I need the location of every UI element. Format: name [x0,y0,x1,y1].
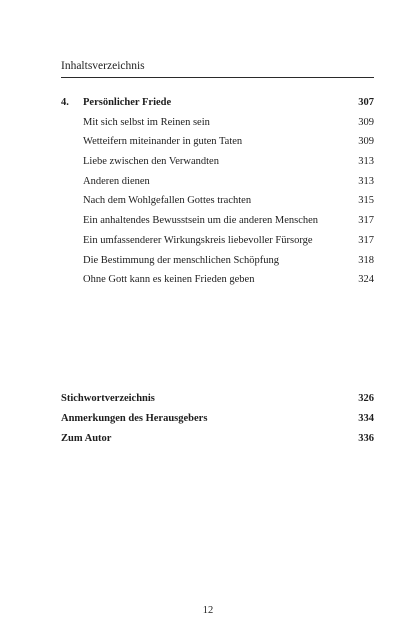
back-matter-title: Anmerkungen des Herausgebers [61,413,208,424]
header-rule [61,77,374,78]
back-matter-title: Zum Autor [61,433,112,444]
section-page: 315 [358,195,374,206]
toc-section-row [61,213,374,228]
toc-back-matter-row [61,411,374,426]
section-title: Mit sich selbst im Reinen sein [83,117,210,128]
page-number: 12 [202,605,214,616]
toc-section-row [61,233,374,248]
toc-section-row [61,193,374,208]
section-page: 317 [358,235,374,246]
toc-chapter-row [61,95,374,110]
section-page: 313 [358,176,374,187]
section-title: Wetteifern miteinander in guten Taten [83,136,243,147]
section-title: Ein anhaltendes Bewusstsein um die anderen Menschen [83,215,319,226]
section-title: Ein umfassenderer Wirkungskreis liebevoller Fürsorge [83,235,313,246]
section-title: Die Bestimmung der menschlichen Schöpfung [83,255,279,266]
section-page: 318 [358,255,374,266]
back-matter-page: 334 [358,413,374,424]
toc-section-row [61,174,374,189]
running-title: Inhaltsverzeichnis [61,60,145,72]
toc-section-row [61,134,374,149]
section-title: Ohne Gott kann es keinen Frieden geben [83,274,255,285]
back-matter-title: Stichwortverzeichnis [61,393,155,404]
back-matter-page: 326 [358,393,374,404]
chapter-number: 4. [61,97,69,108]
toc-back-matter-row [61,431,374,446]
back-matter-page: 336 [358,433,374,444]
section-page: 309 [358,117,374,128]
toc-back-matter-row [61,391,374,406]
section-title: Nach dem Wohlgefallen Gottes trachten [83,195,252,206]
section-page: 324 [358,274,374,285]
toc-section-row [61,115,374,130]
toc-section-row [61,272,374,287]
section-title: Liebe zwischen den Verwandten [83,156,219,167]
chapter-page: 307 [358,97,374,108]
section-page: 309 [358,136,374,147]
section-title: Anderen dienen [83,176,150,187]
section-page: 313 [358,156,374,167]
toc-section-row [61,253,374,268]
toc-section-row [61,154,374,169]
section-page: 317 [358,215,374,226]
chapter-title: Persönlicher Friede [83,97,172,108]
